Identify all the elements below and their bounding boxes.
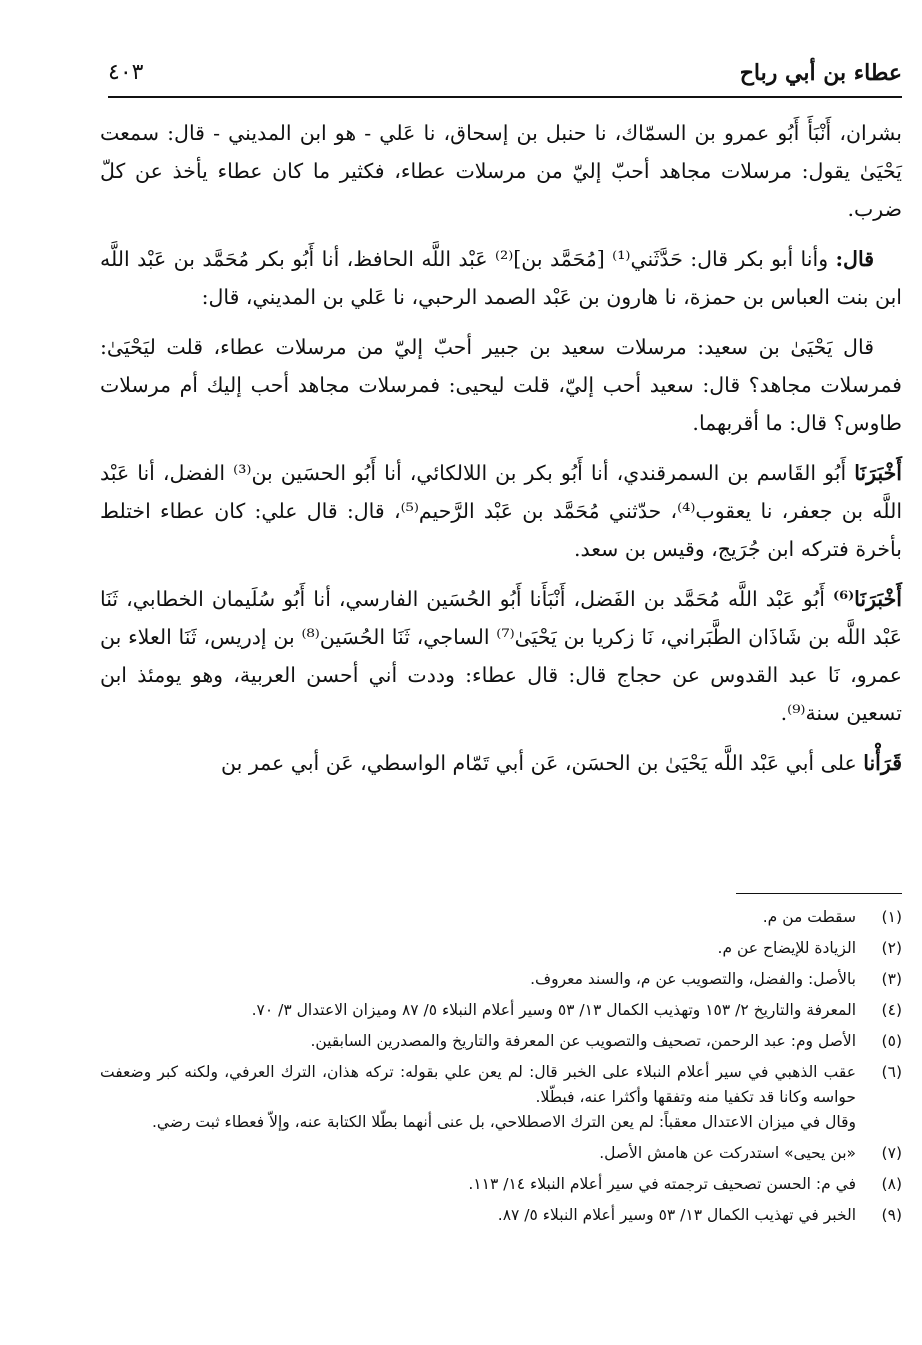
footnote-number: (٣) (881, 970, 902, 988)
footnote-text (100, 936, 856, 961)
footnote (100, 936, 902, 961)
footnote-line: المعرفة والتاريخ ٢/ ١٥٣ وتهذيب الكمال ١٣/ ٥٣ وسير أعلام النبلاء ٥/ ٨٧ وميزان الاعتدال ٣/ ٧٠. (251, 1001, 856, 1019)
page-header (108, 54, 902, 98)
footnote-text (100, 998, 856, 1023)
footnote-line: وقال في ميزان الاعتدال معقباً: لم يعن الترك الاصطلاحي، بل عنى أنهما بطّلا الكتابة عنه، وإلاّ فعطاء ثبت رضي. (152, 1113, 856, 1131)
footnote-number: (٤) (881, 1001, 902, 1019)
footnote-number: (٦) (881, 1063, 902, 1081)
footnote-text (100, 1060, 856, 1135)
paragraph-lead: قال: (835, 247, 874, 271)
footnote-text (100, 1203, 856, 1228)
footnote-number: (٧) (881, 1144, 902, 1162)
paragraph-text: على أبي عَبْد اللَّه يَحْيَىٰ بن الحسَن، عَن أبي تَمّام الواسطي، عَن أبي عمر بن (221, 751, 864, 775)
paragraph-text: أَبُو القَاسم بن السمرقندي، أنا أَبُو بكر بن اللالكائي، أنا أَبُو الحسَين بن⁽³⁾ الفضل، أنا عَبْد اللَّه بن جعفر، نا يعقوب⁽⁴⁾، حدّثني مُحَمَّد بن عَبْد الرَّحيم⁽⁵⁾، قال: قال علي: كان عطاء اختلط بأخرة فتركه ابن جُرَيج، وقيس بن سعد. (100, 461, 903, 561)
paragraph (100, 240, 902, 316)
footnote-line: سقطت من م. (762, 908, 856, 926)
footnote-number: (٢) (881, 939, 902, 957)
footnote-line: «بن يحيى» استدركت عن هامش الأصل. (599, 1144, 856, 1162)
footnote (100, 1172, 902, 1197)
footnote (100, 1203, 902, 1228)
paragraph (100, 580, 902, 732)
paragraph (100, 744, 902, 782)
footnote (100, 1141, 902, 1166)
main-text (100, 114, 902, 794)
running-title: عطاء بن أبي رباح (739, 60, 902, 86)
paragraph (100, 328, 902, 442)
footnote-number: (٨) (881, 1175, 902, 1193)
footnote-line: الزيادة للإيضاح عن م. (717, 939, 856, 957)
paragraph-lead: قَرَأْنا (863, 751, 902, 775)
footnote-number: (٩) (881, 1206, 902, 1224)
footnote-line: في م: الحسن تصحيف ترجمته في سير أعلام النبلاء ١٤/ ١١٣. (468, 1175, 856, 1193)
paragraph (100, 454, 902, 568)
paragraph-lead: أَخْبَرَنَا (854, 461, 903, 485)
paragraph-text: قال يَحْيَىٰ بن سعيد: مرسلات سعيد بن جبير أحبّ إليّ من مرسلات عطاء، قلت ليَحْيَىٰ: فمرسلات مجاهد؟ قال: سعيد أحب إليّ، قلت ليحيى: فمرسلات مجاهد أحب إليك أم مرسلات طاوس؟ قال: ما أقربهما. (100, 335, 902, 435)
footnote-text (100, 1172, 856, 1197)
footnote-text (100, 1029, 856, 1054)
footnote-line: بالأصل: والفضل، والتصويب عن م، والسند معروف. (530, 970, 856, 988)
footnote (100, 1060, 902, 1135)
footnote-text (100, 905, 856, 930)
footnote-text (100, 967, 856, 992)
footnote (100, 998, 902, 1023)
footnote (100, 1029, 902, 1054)
footnote-number: (١) (881, 908, 902, 926)
paragraph-text: وأنا أبو بكر قال: حَدَّثَني⁽¹⁾ [مُحَمَّد بن]⁽²⁾ عَبْد اللَّه الحافظ، أنا أَبُو بكر مُحَمَّد بن عَبْد اللَّه ابن بنت العباس بن حمزة، نا هارون بن عَبْد الصمد الرحبي، نا عَلي بن المديني، قال: (100, 247, 902, 309)
footnotes (100, 905, 902, 1234)
paragraph (100, 114, 902, 228)
footnote (100, 905, 902, 930)
footnote-line: الأصل وم: عبد الرحمن، تصحيف والتصويب عن المعرفة والتاريخ والمصدرين السابقين. (310, 1032, 856, 1050)
footnote (100, 967, 902, 992)
footnote-number: (٥) (881, 1032, 902, 1050)
footnote-line: عقب الذهبي في سير أعلام النبلاء على الخبر قال: لم يعن علي بقوله: تركه هذان، الترك العرفي، ولكنه كبر وضعفت حواسه وكانا قد تكفيا منه وتفقها وأكثرا عنه، فبطّلا. (100, 1063, 856, 1106)
footnote-divider (736, 893, 902, 894)
page-number: ٤٠٣ (108, 60, 144, 85)
paragraph-text: أَبُو عَبْد اللَّه مُحَمَّد بن الفَضل، أَنْبَأَنا أَبُو الحُسَين الفارسي، أنا أَبُو سُلَيمان الخطابي، ثَنَا عَبْد اللَّه بن شَاذَان الطَّبَراني، نَا زكريا بن يَحْيَىٰ⁽⁷⁾ الساجي، ثَنَا الحُسَين⁽⁸⁾ بن إدريس، ثَنَا العلاء بن عمرو، نَا عبد القدوس عن حجاج قال: قال عطاء: وددت أني أحسن العربية، وهو يومئذ ابن تسعين سنة⁽⁹⁾. (100, 587, 902, 725)
paragraph-lead: أَخْبَرَنَا⁽⁶⁾ (832, 587, 902, 611)
footnote-text (100, 1141, 856, 1166)
paragraph-text: بشران، أَنْبَأَ أَبُو عمرو بن السمّاك، نا حنبل بن إسحاق، نا عَلي - هو ابن المديني - قال: سمعت يَحْيَىٰ يقول: مرسلات مجاهد أحبّ إليّ من مرسلات عطاء، فكثير ما كان عطاء يأخذ عن كلّ ضرب. (100, 121, 902, 221)
footnote-line: الخبر في تهذيب الكمال ١٣/ ٥٣ وسير أعلام النبلاء ٥/ ٨٧. (497, 1206, 856, 1224)
